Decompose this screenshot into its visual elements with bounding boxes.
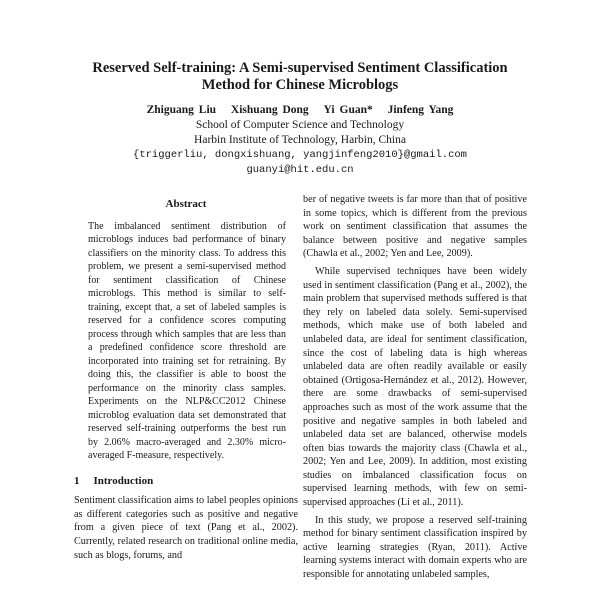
left-column bbox=[74, 198, 298, 562]
body-paragraph-3: In this study, we propose a reserved self-training method for binary sentiment classification inspired by active learning strategies (Ryan, 2011). Active learning systems interact with domain experts who are responsible for annotating unlabeled samples, bbox=[303, 514, 527, 581]
author-block bbox=[0, 103, 600, 178]
affiliation-line-2: Harbin Institute of Technology, Harbin, China bbox=[194, 134, 406, 146]
body-paragraph-1: ber of negative tweets is far more than that of positive in some topics, which is different from the previous work on sentiment classification that assumes the balance between positive and negative samples (Chawla et al., 2002; Yen and Lee, 2009). bbox=[303, 194, 527, 260]
right-column bbox=[303, 193, 527, 582]
author-name: Xishuang Dong bbox=[230, 104, 309, 116]
title-line-2: Method for Chinese Microblogs bbox=[201, 77, 399, 93]
paper-title bbox=[0, 60, 600, 94]
author-name: Zhiguang Liu bbox=[146, 104, 217, 116]
email-line-1: {triggerliu, dongxishuang, yangjinfeng2010}@gmail.com bbox=[133, 149, 467, 161]
email-line-2: guanyi@hit.edu.cn bbox=[246, 164, 354, 176]
abstract-text: The imbalanced sentiment distribution of microblogs induces bad performance of binary classifiers on the minority class. To address this problem, we present a semi-supervised method for sentiment classification of Chinese microblogs. This method is similar to self-training, except that, a set of labeled samples is reserved for a confidence scores computing process through which samples that are less than a predefined confidence score threshold are incorporated into training set for retraining. By doing this, the classifier is able to boost the performance on the minority class samples. Experiments on the NLP&CC2012 Chinese microblog evaluation data set demonstrated that reserved self-training outperforms the best run by 2.06% macro-averaged and 2.30% micro-averaged F-measure, respectively. bbox=[88, 220, 286, 462]
author-names bbox=[0, 103, 600, 118]
introduction-paragraph: Sentiment classification aims to label peoples opinions as different categories such as positive and negative from a given piece of text (Pang et al., 2002). Currently, related research on traditional online media, such as blogs, forums, and bbox=[74, 495, 298, 561]
author-name: Yi Guan* bbox=[323, 104, 373, 116]
abstract-heading: Abstract bbox=[165, 198, 207, 210]
title-line-1: Reserved Self-training: A Semi-supervised Sentiment Classification bbox=[92, 60, 508, 76]
body-paragraph-2: While supervised techniques have been widely used in sentiment classification (Pang et al., 2002), the main problem that supervised methods suffered is that they rely on labeled data solely. Semi-supervised methods, which make use of both labeled and unlabeled data, are ideal for sentiment classification, since the cost of labeling data is high whereas unlabeled data are often readily available or easily obtained (Ortigosa-Hernández et al., 2012). However, there are some drawbacks of semi-supervised approaches such as most of the work assume that the positive and negative samples in both labeled and unlabeled data set are balanced, otherwise models often bias towards the majority class (Chawla et al., 2002; Yen and Lee, 2009). In addition, most existing studies on imbalanced classification focus on supervised learning methods, with few on semi-supervised approaches (Li et al., 2011). bbox=[303, 265, 527, 509]
section-heading-introduction bbox=[74, 475, 298, 489]
author-name: Jinfeng Yang bbox=[387, 104, 454, 116]
section-title: Introduction bbox=[93, 474, 154, 487]
affiliation-line-1: School of Computer Science and Technology bbox=[195, 119, 405, 131]
section-number: 1 bbox=[74, 474, 80, 487]
